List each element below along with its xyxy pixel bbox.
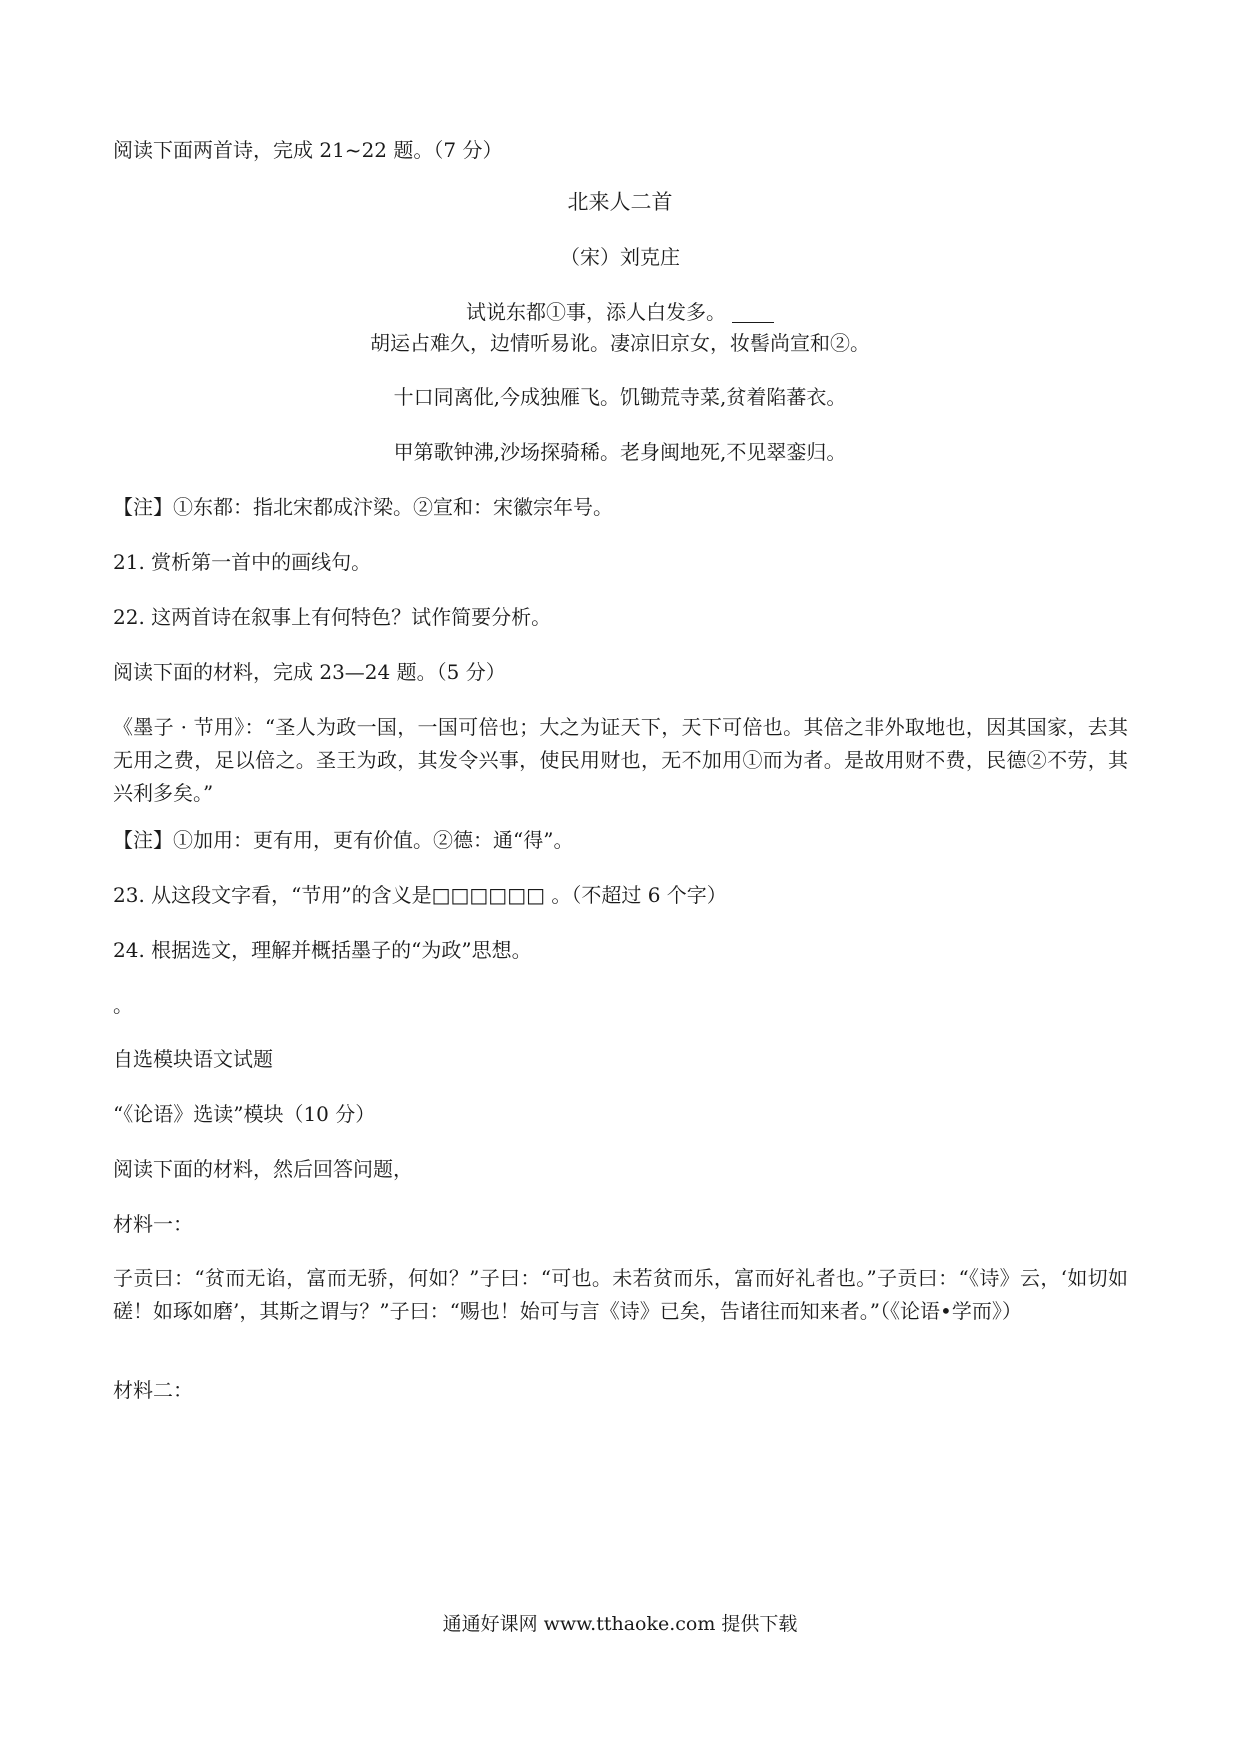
question-23: 23. 从这段文字看，“节用”的含义是□□□□□□ 。（不超过 6 个字）: [113, 883, 727, 907]
stray-period: 。: [113, 993, 133, 1017]
material1-label: 材料一：: [113, 1212, 193, 1236]
poem2-line1: 十口同离仳,今成独雁飞。饥锄荒寺菜,贫着陷蕃衣。: [393, 385, 847, 409]
underline-blank: [732, 302, 774, 323]
poem2-line2: 甲第歌钟沸,沙场探骑稀。老身闽地死,不见翠銮归。: [393, 440, 847, 464]
question-22: 22. 这两首诗在叙事上有何特色？试作简要分析。: [113, 605, 552, 629]
material1-text: 子贡曰：“贫而无谄，富而无骄，何如？”子曰：“可也。未若贫而乐，富而好礼者也。”子贡曰：“《诗》云，‘如切如磋！如琢如磨’，其斯之谓与？”子曰：“赐也！始可与言《诗》已矣，告诸往而知来者。”（《论语•学而》）: [113, 1266, 1128, 1323]
question-24: 24. 根据选文，理解并概括墨子的“为政”思想。: [113, 938, 532, 962]
material2-label: 材料二：: [113, 1378, 193, 1402]
mozi-note: 【注】①加用：更有用，更有价值。②德：通“得”。: [113, 828, 574, 852]
mozi-passage: 《墨子 · 节用》：“圣人为政一国，一国可倍也；大之为证天下，天下可倍也。其倍之非外取地也，因其国家，去其无用之费，足以倍之。圣王为政，其发令兴事，使民用财也，无不加用①而为者。是故用财不费，民德②不劳，其兴利多矣。”: [113, 715, 1128, 805]
module-heading: 自选模块语文试题: [113, 1047, 273, 1071]
section1-intro: 阅读下面两首诗，完成 21~22 题。（7 分）: [113, 138, 503, 162]
section2-intro: 阅读下面的材料，完成 23—24 题。（5 分）: [113, 660, 506, 684]
section3-intro: 阅读下面的材料，然后回答问题，: [113, 1157, 413, 1181]
poem1-line2: 胡运占难久，边情听易讹。凄凉旧京女，妆髻尚宣和②。: [370, 331, 870, 355]
poem1-line1: [0, 299, 1240, 325]
poem-note: 【注】①东都：指北宋都成汴梁。②宣和：宋徽宗年号。: [113, 495, 613, 519]
poem-author: （宋）刘克庄: [560, 245, 680, 269]
question-21: 21. 赏析第一首中的画线句。: [113, 550, 372, 574]
poem-title: 北来人二首: [567, 190, 673, 214]
poem1-line1-text: 试说东都①事，添人白发多。: [466, 300, 726, 324]
module-title: “《论语》选读”模块（10 分）: [113, 1102, 376, 1126]
page-footer: 通通好课网 www.tthaoke.com 提供下载: [442, 1613, 798, 1635]
